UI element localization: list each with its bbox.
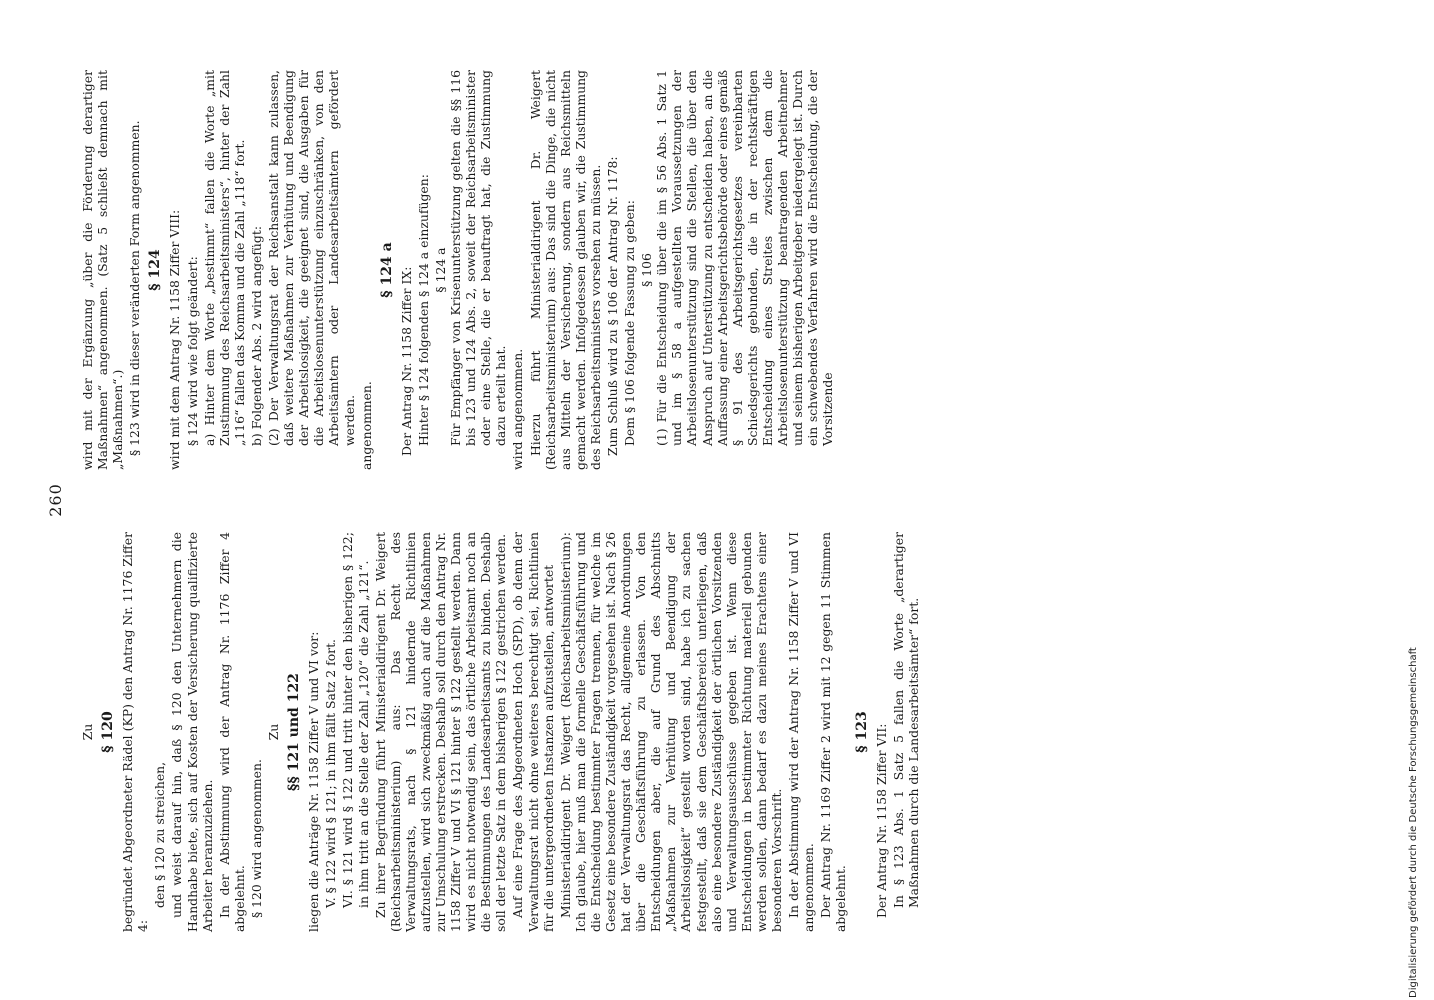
paragraph: und weist darauf hin, daß § 120 den Unternehmern die Handhabe biete, sich auf Kosten der Versicherung qualifizierte Arbeiter heranzuziehen. <box>169 532 215 932</box>
motion-item: Hinter § 124 folgenden § 124 a einzufügen: <box>415 174 431 446</box>
motion-item: Für Empfänger von Krisenunterstützung gelten die §§ 116 bis 123 und 124 Abs. 2, soweit der Reichsarbeitsminister oder eine Stelle, die er beauftragt hat, die Zustimmung dazu erteilt hat. <box>448 70 509 446</box>
paragraph: Ministerialdirigent Dr. Weigert (Reichsarbeitsministerium): Ich glaube, hier muß man die formelle Geschäftsführung und die Entscheidung bestimmter Fragen trennen, für welche im Gesetz eine besondere Zuständigkeit vorgesehen ist. Nach § 26 hat der Verwaltungsrat das Recht, allgemeine Anordnungen über die Geschäftsführung zu erlassen. Von den Entscheidungen aber, die auf Grund des Abschnitts „Maßnahmen zur Verhütung und Beendigung der Arbeitslosigkeit“ gestellt worden sind, habe ich zu sachen festgestellt, daß sie dem Geschäftsbereich unterliegen, daß also eine besondere Zuständigkeit der örtlichen Vorsitzenden und Verwaltungsausschüsse gegeben ist. Wenn diese Entscheidungen in bestimmter Richtung materiell gebunden werden sollen, dann bedarf es dazu meines Erachtens einer besonderen Vorschrift. <box>557 531 785 932</box>
paragraph: Der Antrag Nr. 1158 Ziffer VII: <box>873 723 889 918</box>
section-heading-124a: § 124 a <box>378 242 395 298</box>
motion-item: In § 123 Abs. 1 Satz 5 fallen die Worte „derartiger Maßnahmen durch die Landesarbeitsämter“ fort. <box>890 532 921 908</box>
section-heading-120: § 120 <box>100 711 117 753</box>
motion-item: V. § 122 wird § 121; in ihm fällt Satz 2 fort. <box>323 639 339 908</box>
paragraph: Zu ihrer Begründung führt Ministerialdirigent Dr. Weigert (Reichsarbeitsministerium) aus: Das Recht des Verwaltungsrats, nach § 121 hindernde Richtlinien aufzustellen, wird sich zweckmäßig auch auf die Maßnahmen zur Umschulung erstrecken. Deshalb soll durch den Antrag Nr. 1158 Ziffer V und VI § 121 hinter § 122 gestellt werden. Dann wird es nicht notwendig sein, das örtliche Arbeitsamt noch an die Bestimmungen des Landesarbeitsamts zu binden. Deshalb soll der letzte Satz in dem bisherigen § 122 gestrichen werden. <box>372 532 509 932</box>
section-heading-121: §§ 121 und 122 <box>286 673 303 791</box>
motion-item: (1) Für die Entscheidung über die im § 56 Abs. 1 Satz 1 und im § 58 a aufgestellten Voraussetzungen der Arbeitslosenunterstützung sind die Stellen, die über den Anspruch auf Unterstützung zu entscheiden haben, an die Auffassung einer Arbeitsgerichtsbehörde oder eines gemäß § 91 des Arbeitsgerichtsgesetzes vereinbarten Schiedsgerichts gebunden, die in der rechtskräftigen Entscheidung eines Streites zwischen dem die Arbeitslosenunterstützung beantragenden Arbeitnehmer und seinem bisherigen Arbeitgeber niedergelegt ist. Durch ein schwebendes Verfahren wird die Entscheidung, die der Vorsitzende <box>654 70 836 446</box>
paragraph: Hierzu führt Ministerialdirigent Dr. Weigert (Reichsarbeitsministerium) aus: Das sind die Dinge, die nicht aus Mitteln der Versicherung, sondern aus Reichsmitteln gemacht werden. Infolgedessen glauben wir, die Zustimmung des Reichsarbeitsministers vorsehen zu müssen. <box>527 70 603 470</box>
zu-label: Zu <box>266 723 282 741</box>
motion-item: § 124 wird wie folgt geändert: <box>184 256 200 446</box>
section-heading-123: § 123 <box>853 711 870 753</box>
paragraph: angenommen. <box>358 381 374 470</box>
paragraph: Zum Schluß wird zu § 106 der Antrag Nr. 1178: <box>605 156 620 456</box>
page-number: 260 <box>46 483 65 517</box>
paragraph: wird angenommen. <box>510 348 526 470</box>
paragraph: § 120 wird angenommen. <box>248 759 264 918</box>
paragraph: wird mit der Ergänzung „über die Förderung derartiger Maßnahmen“ angenommen. (Satz 5 schließt demnach mit „Maßnahmen“.) <box>80 70 126 470</box>
paragraph: Der Antrag Nr. 1169 Ziffer 2 wird mit 12 gegen 11 Stimmen abgelehnt. <box>818 532 849 932</box>
paragraph: Der Antrag Nr. 1158 Ziffer IX: <box>398 266 414 456</box>
motion-item: Dem § 106 folgende Fassung zu geben: <box>622 200 638 446</box>
section-heading-124: § 124 <box>147 249 164 291</box>
quoted-motion: den § 120 zu streichen, <box>152 761 168 908</box>
motion-item: (2) Der Verwaltungsrat der Reichsanstalt kann zulassen, daß weitere Maßnahmen zur Verhütung und Beendigung der Arbeitslosigkeit, die geeignet sind, die Ausgaben für die Arbeitslosenunterstützung einzuschränken, von den Arbeitsämtern oder Landesarbeitsämtern gefördert werden. <box>266 70 357 446</box>
paragraph: In der Abstimmung wird der Antrag Nr. 1176 Ziffer 4 abgelehnt. <box>216 532 247 932</box>
subsection-label: § 124 a <box>432 247 448 293</box>
paragraph: Auf eine Frage des Abgeordneten Hoch (SPD), ob denn der Verwaltungsrat nicht ohne weiteres berechtigt sei, Richtlinien für die untergeordneten Instanzen aufzustellen, antwortet <box>510 532 556 932</box>
motion-item: VI. § 121 wird § 122 und tritt hinter den bisherigen § 122; in ihm tritt an die Stelle der Zahl „120“ die Zahl „121“. <box>340 532 371 908</box>
paragraph: § 123 wird in dieser veränderten Form angenommen. <box>127 120 143 456</box>
motion-item: a) Hinter dem Worte „bestimmt“ fallen die Worte „mit Zustimmung des Reichsarbeitsministers“, hinter der Zahl „116“ fallen das Komma und die Zahl „118“ fort. <box>201 70 247 446</box>
motion-item: b) Folgender Abs. 2 wird angefügt: <box>248 226 264 446</box>
paragraph: begründet Abgeordneter Rädel (KP) den Antrag Nr. 1176 Ziffer 4: <box>120 532 151 932</box>
paragraph: In der Abstimmung wird der Antrag Nr. 1158 Ziffer V und VI angenommen. <box>786 532 817 932</box>
paragraph: wird mit dem Antrag Nr. 1158 Ziffer VIII: <box>167 209 183 470</box>
right-column <box>80 70 837 470</box>
digitization-footer <box>1406 0 1434 998</box>
paragraph: liegen die Anträge Nr. 1158 Ziffer V und VI vor: <box>306 631 322 932</box>
subsection-label: § 106 <box>639 253 655 287</box>
zu-label: Zu <box>80 723 95 741</box>
left-column <box>80 532 923 932</box>
footer-text: Digitalisierung gefördert durch die Deutsche Forschungsgemeinschaft <box>1408 647 1419 998</box>
